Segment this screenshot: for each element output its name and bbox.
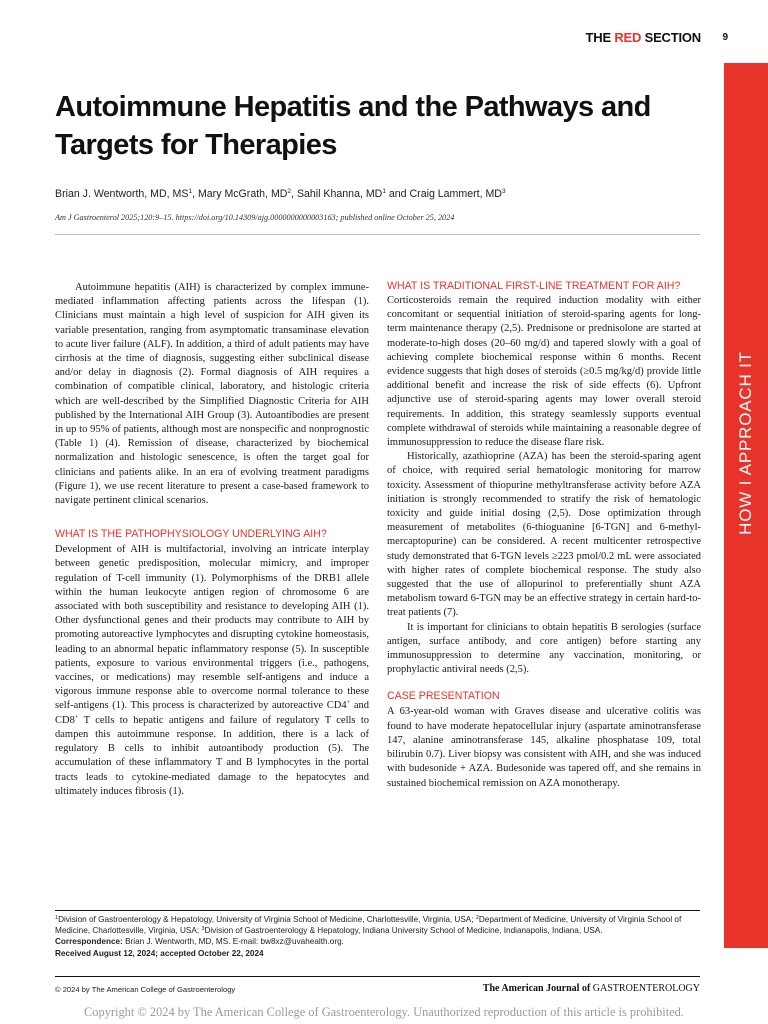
superscript-plus: +: [346, 699, 351, 707]
left-column: [55, 281, 369, 799]
case-paragraph: A 63-year-old woman with Graves disease and ulcerative colitis was found to have moderate hepatocellular injury (aspartate aminotransferase 147, alanine aminotransferase 145, alkaline phosphatase 109, total bilirubin 0.7). Liver biopsy was consistent with AIH, and she was induced with budesonide + AZA. Budesonide was tapered off, and she remains in sustained biochemical remission on AZA monotherapy.: [387, 706, 701, 789]
author-affiliation-sup: 3: [501, 188, 506, 195]
author-name: Mary McGrath, MD: [197, 188, 288, 200]
author-name: Sahil Khanna, MD: [296, 188, 383, 200]
author-affiliation-sup: 2: [287, 188, 292, 195]
footer-divider: [55, 976, 700, 977]
footer-copyright: © 2024 by The American College of Gastroenterology: [55, 985, 236, 994]
pathophysiology-paragraph: [55, 543, 369, 799]
correspondence-text: Brian J. Wentworth, MD, MS. E-mail: bw8xz@uvahealth.org.: [122, 937, 344, 947]
correspondence-label: Correspondence:: [55, 937, 123, 947]
author-list: [55, 188, 715, 201]
section-label: [586, 30, 701, 45]
treatment-paragraph-2: Historically, azathioprine (AZA) has been the steroid-sparing agent of choice, with required serial hematologic monitoring for marrow toxicity. Assessment of thiopurine methyltransferase activity before AZA initiation is strongly recommended to stratify the risk of hematologic toxicity and guide initial dosing (2,5). Dose optimization through measurement of metabolites (6-thioguanine [6-TGN] and 6-methyl-mercaptopurine) can be considered. A recent multicenter retrospective study demonstrated that 6-TGN levels ≥223 pmol/0.2 mL were associated with higher rates of complete biochemical response. The study also suggested that the use of allopurinol to preferentially shunt AZA metabolism toward 6-TGN may be an effective strategy in certain hard-to-treat patients (7).: [387, 451, 701, 619]
intro-paragraph: Autoimmune hepatitis (AIH) is characterized by complex immune-mediated inflammation affecting patients across the lifespan (1). Clinicians must maintain a high level of suspicion for AIH given its variable presentation, ranging from asymptomatic transaminase elevation to acute liver failure (ALF). In addition, a third of adult patients may have cirrhosis at the time of diagnosis, suggesting either subclinical disease and/or delay in diagnosis (2). Formal diagnosis of AIH requires a combination of compatible clinical, laboratory, and histologic criteria which are well-described by the Simplified Diagnostic Criteria for AIH published by the International AIH Group (3). Autoantibodies are present in up to 95% of patients, although most are nonspecific and nonprognostic (Table 1) (4). Remission of disease, characterized by biochemical normalization and histologic senescence, is often the target goal for clinicians and patients alike. In an era of evolving treatment paradigms (Figure 1), we use recent literature to present a case-based framework to navigate pertinent clinical scenarios.: [55, 282, 369, 507]
author-separator: ,: [291, 188, 297, 200]
author-affiliation-sup: 1: [382, 188, 386, 195]
treatment-paragraph-1: Corticosteroids remain the required induction modality with either concomitant or sequential initiation of steroid-sparing agents for long-term maintenance therapy (2,5). Prednisone or prednisolone are started at moderate-to-high doses (20–60 mg/d) and tapered slowly with a goal of achieving complete biochemical response within 6 months. Recent evidence suggests that high doses of steroids (≥0.5 mg/kg/d) provide little additional benefit and increase the risk of side effects (6). Upfront adjunctive use of steroid-sparing agents may lower overall steroid requirements. In addition, this strategy seamlessly supports eventual complete withdrawal of steroids while maintaining a reasonable degree of immunosuppression to reduce the disease flare risk.: [387, 295, 701, 449]
page-header: [0, 29, 768, 49]
citation-divider: [55, 234, 700, 235]
footnote-divider: [55, 910, 700, 911]
author-separator: and: [385, 188, 410, 200]
affiliations: [55, 914, 700, 936]
author-name: Craig Lammert, MD: [409, 188, 502, 200]
superscript-plus: +: [74, 713, 79, 721]
journal-name-prefix: The American Journal of: [482, 983, 593, 994]
affiliation-2: Department of Medicine, University of Virginia School of Medicine, Charlottesville, Virginia, USA;: [55, 915, 682, 936]
pathophysiology-text-a: Development of AIH is multifactorial, involving an intricate interplay between genetic predisposition, molecular mimicry, and improper regulation of T-cell immunity (1). Polymorphisms of the DRB1 allele within the human leukocyte antigen region of chromosome 6 are associated with both susceptibility and resistance to developing AIH (1). Other dysfunctional genes and their products may contribute to AIH by promoting autoreactive lymphocytes and disrupting cytokine homeostasis, leading to an abnormal hepatic inflammatory response (5). In susceptible patients, exposure to various environmental triggers (i.e., pathogens, vaccines, or medications) may resemble self-antigens and induce a vigorous immune response able to overcome normal tolerance to these self-antigens (1). This process is characterized by autoreactive CD4: [55, 544, 369, 712]
article-title: Autoimmune Hepatitis and the Pathways and Targets for Therapies: [55, 91, 651, 161]
affiliation-sup: 2: [475, 915, 479, 921]
author-affiliation-sup: 1: [188, 188, 193, 195]
section-heading-treatment: WHAT IS TRADITIONAL FIRST-LINE TREATMENT FOR AIH?: [387, 280, 681, 292]
pathophysiology-text-b: and CD8: [55, 700, 369, 726]
section-heading-case: CASE PRESENTATION: [387, 690, 500, 703]
citation-line: Am J Gastroenterol 2025;120:9–15. https://doi.org/10.14309/ajg.0000000000003163; published online October 25, 2024: [55, 213, 455, 222]
received-dates: Received August 12, 2024; accepted October 22, 2024: [55, 948, 264, 958]
right-column: [387, 280, 701, 791]
side-tab-label: HOW I APPROACH IT: [736, 351, 755, 535]
page-number: 9: [722, 32, 728, 43]
pathophysiology-text-c: T cells to hepatic antigens and failure of regulatory T cells to dampen this autoimmune response. In addition, there is a lack of regulatory B cells to inhibit autoantibody production (5). The accumulation of these inflammatory T and B lymphocytes in the portal tracts leads to cytokine-mediated damage to the hepatocytes and ultimately induces fibrosis (1).: [55, 714, 369, 797]
section-heading-pathophysiology: WHAT IS THE PATHOPHYSIOLOGY UNDERLYING AIH?: [55, 528, 327, 541]
journal-name: [483, 983, 700, 994]
journal-name-suffix: GASTROENTEROLOGY: [592, 983, 700, 994]
side-tab-label-box: [736, 338, 756, 548]
affiliation-1: Division of Gastroenterology & Hepatology, University of Virginia School of Medicine, Charlottesville, Virginia, USA;: [58, 915, 476, 924]
footnotes: [55, 914, 700, 959]
author-name: Brian J. Wentworth, MD, MS: [55, 188, 189, 200]
section-label-suffix: SECTION: [641, 30, 701, 45]
treatment-paragraph-3: It is important for clinicians to obtain hepatitis B serologies (surface antigen, surface antibody, and core antigen) before starting any immunosuppression to determine any vaccination, monitoring, or prophylactic antiviral needs (2,5).: [387, 621, 701, 676]
affiliation-sup: 3: [201, 926, 205, 933]
affiliation-3: Division of Gastroenterology & Hepatology, Indiana University School of Medicine, Indianapolis, Indiana, USA.: [204, 926, 603, 936]
affiliation-sup: 1: [55, 915, 59, 921]
section-label-red: RED: [614, 30, 642, 45]
correspondence: [55, 936, 700, 947]
copyright-watermark: Copyright © 2024 by The American College of Gastroenterology. Unauthorized reproduction of this article is prohibited.: [84, 1005, 684, 1019]
author-separator: ,: [192, 188, 198, 200]
section-label-prefix: THE: [585, 30, 615, 45]
